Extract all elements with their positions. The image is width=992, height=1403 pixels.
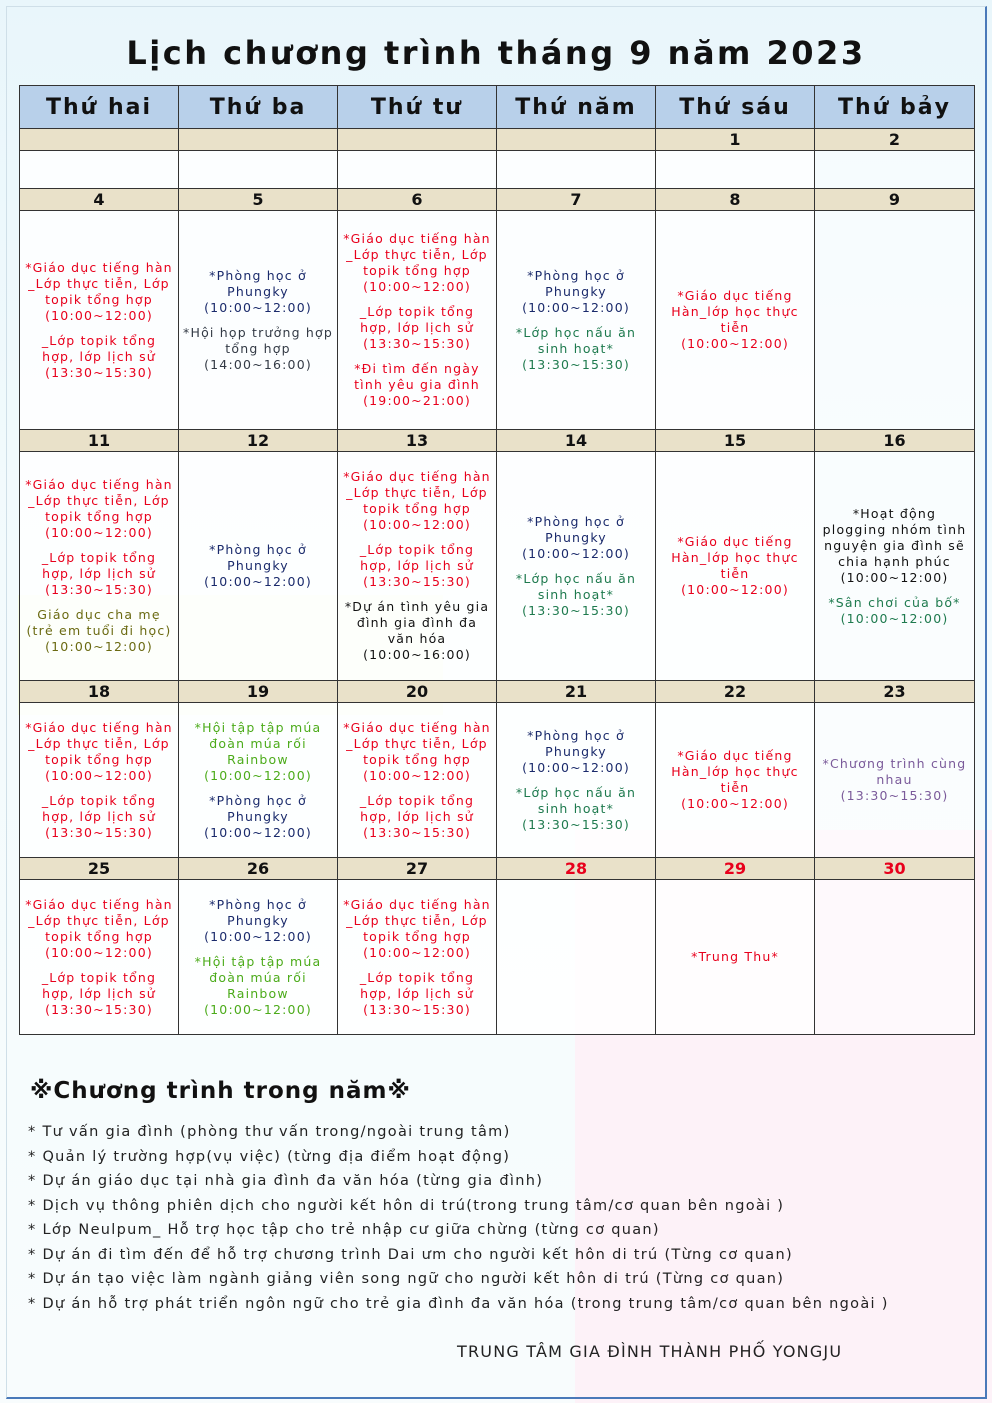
calendar-event <box>183 720 333 784</box>
event-title: *Giáo dục tiếng hàn _Lớp thực tiễn, Lớp topik tổng hợp <box>25 896 173 944</box>
calendar-event <box>819 756 970 804</box>
date-number: 29 <box>656 858 815 880</box>
date-number: 9 <box>815 189 975 211</box>
event-title: *Giáo dục tiếng hàn _Lớp thực tiễn, Lớp topik tổng hợp <box>25 477 173 524</box>
event-title: *Phòng học ở Phungky <box>209 267 307 299</box>
event-time: (10:00~16:00) <box>363 647 471 662</box>
calendar-event <box>342 231 492 295</box>
calendar-event <box>183 793 333 841</box>
date-number: 16 <box>815 430 975 452</box>
calendar-event <box>24 260 174 324</box>
event-time: (13:30~15:30) <box>363 1001 471 1017</box>
day-cell <box>815 211 975 430</box>
calendar-event <box>660 534 810 598</box>
event-title: *Chương trình cùng nhau <box>822 756 967 787</box>
date-number: 4 <box>20 189 179 211</box>
date-number: 28 <box>497 858 656 880</box>
calendar-event <box>24 607 174 655</box>
event-time: (13:30~15:30) <box>45 364 153 380</box>
calendar-event <box>342 361 492 409</box>
event-title: *Giáo dục tiếng hàn _Lớp thực tiễn, Lớp topik tổng hợp <box>25 259 173 307</box>
calendar-event <box>24 897 174 961</box>
event-title: *Giáo dục tiếng hàn _Lớp thực tiễn, Lớp topik tổng hợp <box>25 719 173 767</box>
date-number: 2 <box>815 129 975 151</box>
event-time: (10:00~12:00) <box>204 928 312 944</box>
event-title: *Hội tập tập múa đoàn múa rối Rainbow <box>194 719 322 767</box>
day-cell <box>20 452 179 681</box>
weekday-wednesday: Thứ tư <box>338 86 497 129</box>
calendar-event <box>24 333 174 381</box>
calendar-event <box>342 793 492 841</box>
date-number <box>338 129 497 151</box>
calendar-event <box>342 599 492 663</box>
calendar-event <box>501 728 651 776</box>
day-cell <box>338 703 497 858</box>
event-title: *Phòng học ở Phungky <box>209 792 307 824</box>
event-title: *Phòng học ở Phungky <box>527 727 625 759</box>
annual-programs-list <box>28 1120 889 1316</box>
annual-program-item: * Dự án đi tìm đến để hỗ trợ chương trình Dai ưm cho người kết hôn di trú (Từng cơ quan) <box>28 1246 793 1263</box>
event-title: *Hội họp trưởng hợp tổng hợp <box>183 324 333 356</box>
date-number: 15 <box>656 430 815 452</box>
calendar-event <box>501 514 651 562</box>
date-number-row <box>20 681 975 703</box>
day-cell <box>497 211 656 430</box>
event-time: (10:00~12:00) <box>681 796 789 811</box>
day-cell <box>497 703 656 858</box>
day-cell <box>815 452 975 681</box>
date-number: 20 <box>338 681 497 703</box>
annual-program-item: * Quản lý trường hợp(vụ việc) (từng địa điểm hoạt động) <box>28 1148 511 1165</box>
event-title: Giáo dục cha mẹ (trẻ em tuổi đi học) <box>26 607 172 638</box>
event-time: (13:30~15:30) <box>363 824 471 840</box>
date-number: 18 <box>20 681 179 703</box>
event-time: (10:00~12:00) <box>204 574 312 589</box>
calendar-event <box>24 720 174 784</box>
day-cell <box>656 151 815 189</box>
calendar-event <box>501 268 651 316</box>
calendar-event <box>342 720 492 784</box>
day-cell <box>338 452 497 681</box>
event-title: *Dự án tình yêu gia đình gia đình đa văn hóa <box>344 599 490 646</box>
event-title: *Giáo dục tiếng hàn _Lớp thực tiễn, Lớp topik tổng hợp <box>343 896 491 944</box>
event-title: _Lớp topik tổng hợp, lớp lịch sử <box>359 304 475 335</box>
event-time: (13:30~15:30) <box>522 816 630 832</box>
event-time: (10:00~12:00) <box>45 639 153 654</box>
events-row <box>20 452 975 681</box>
event-time: (10:00~12:00) <box>681 336 789 351</box>
date-number-row <box>20 129 975 151</box>
date-number: 27 <box>338 858 497 880</box>
calendar-event <box>24 793 174 841</box>
date-number: 30 <box>815 858 975 880</box>
date-number <box>497 129 656 151</box>
calendar-event <box>183 268 333 316</box>
event-title: *Giáo dục tiếng Hàn_lớp học thực tiễn <box>671 534 799 581</box>
date-number-row <box>20 430 975 452</box>
events-row <box>20 151 975 189</box>
day-cell <box>497 880 656 1035</box>
event-title: *Giáo dục tiếng hàn _Lớp thực tiễn, Lớp topik tổng hợp <box>343 231 491 278</box>
event-time: (10:00~12:00) <box>45 525 153 540</box>
day-cell <box>497 151 656 189</box>
day-cell <box>20 703 179 858</box>
annual-program-item: * Tư vấn gia đình (phòng thư vấn trong/ngoài trung tâm) <box>28 1124 511 1140</box>
event-time: (10:00~12:00) <box>204 1001 312 1017</box>
event-time: (10:00~12:00) <box>363 944 471 960</box>
calendar-event <box>183 897 333 945</box>
calendar-event <box>342 304 492 352</box>
day-cell <box>338 151 497 189</box>
event-title: *Lớp học nấu ăn sinh hoạt* <box>515 570 637 602</box>
date-number: 12 <box>179 430 338 452</box>
event-time: (13:30~15:30) <box>363 336 471 351</box>
event-title: *Giáo dục tiếng Hàn_lớp học thực tiễn <box>671 288 799 335</box>
calendar-event <box>660 288 810 352</box>
events-row <box>20 211 975 430</box>
event-title: *Giáo dục tiếng hàn _Lớp thực tiễn, Lớp topik tổng hợp <box>343 719 491 767</box>
calendar-event <box>501 325 651 373</box>
event-time: (10:00~12:00) <box>45 944 153 960</box>
event-time: (14:00~16:00) <box>204 356 312 372</box>
event-title: *Đi tìm đến ngày tình yêu gia đình <box>354 361 480 392</box>
event-time: (13:30~15:30) <box>522 602 630 618</box>
event-time: (10:00~12:00) <box>522 545 630 561</box>
page-title: Lịch chương trình tháng 9 năm 2023 <box>126 34 866 72</box>
annual-program-item: * Dự án tạo việc làm ngành giảng viên song ngữ cho người kết hôn di trú (Từng cơ quan) <box>28 1271 785 1287</box>
day-cell <box>20 151 179 189</box>
event-title: _Lớp topik tổng hợp, lớp lịch sử <box>359 542 475 573</box>
day-cell <box>656 880 815 1035</box>
calendar-event <box>660 748 810 812</box>
date-number: 23 <box>815 681 975 703</box>
calendar-event <box>501 571 651 619</box>
calendar-table <box>19 85 975 1035</box>
annual-program-item: * Dự án hỗ trợ phát triển ngôn ngữ cho trẻ gia đình đa văn hóa (trong trung tâm/cơ quan bên ngoài ) <box>28 1295 889 1312</box>
event-time: (10:00~12:00) <box>204 767 312 783</box>
date-number: 19 <box>179 681 338 703</box>
event-title: *Phòng học ở Phungky <box>527 267 625 299</box>
event-title: *Hội tập tập múa đoàn múa rối Rainbow <box>194 953 322 1001</box>
event-title: *Sân chơi của bố* <box>828 594 961 610</box>
event-time: (10:00~12:00) <box>363 279 471 294</box>
event-title: *Trung Thu* <box>691 949 779 964</box>
events-row <box>20 703 975 858</box>
day-cell <box>179 703 338 858</box>
day-cell <box>338 211 497 430</box>
day-cell <box>815 703 975 858</box>
date-number-row <box>20 189 975 211</box>
event-time: (19:00~21:00) <box>363 393 471 408</box>
day-cell <box>179 880 338 1035</box>
event-title: *Hoạt động plogging nhóm tình nguyện gia đình sẽ chia hạnh phúc <box>822 505 967 569</box>
event-title: _Lớp topik tổng hợp, lớp lịch sử <box>41 792 157 824</box>
day-cell <box>338 880 497 1035</box>
date-number: 26 <box>179 858 338 880</box>
calendar-event <box>24 970 174 1018</box>
date-number-row <box>20 858 975 880</box>
event-title: *Lớp học nấu ăn sinh hoạt* <box>515 324 637 356</box>
weekday-friday: Thứ sáu <box>656 86 815 129</box>
annual-programs-title: ※Chương trình trong năm※ <box>30 1078 411 1104</box>
event-title: *Lớp học nấu ăn sinh hoạt* <box>515 784 637 816</box>
event-title: *Giáo dục tiếng Hàn_lớp học thực tiễn <box>671 748 799 795</box>
event-time: (13:30~15:30) <box>363 574 471 589</box>
annual-program-item: * Dự án giáo dục tại nhà gia đình đa văn hóa (từng gia đình) <box>28 1173 544 1189</box>
event-time: (10:00~12:00) <box>681 582 789 597</box>
day-cell <box>656 703 815 858</box>
calendar-event <box>342 970 492 1018</box>
date-number: 22 <box>656 681 815 703</box>
event-time: (10:00~12:00) <box>840 610 949 626</box>
event-time: (10:00~12:00) <box>840 569 949 585</box>
day-cell <box>815 151 975 189</box>
organization-name: TRUNG TÂM GIA ĐÌNH THÀNH PHỐ YONGJU <box>457 1342 843 1361</box>
date-number <box>20 129 179 151</box>
calendar-event <box>342 542 492 590</box>
date-number: 5 <box>179 189 338 211</box>
event-time: (13:30~15:30) <box>840 788 949 803</box>
event-time: (13:30~15:30) <box>45 1001 153 1017</box>
date-number: 11 <box>20 430 179 452</box>
calendar-event <box>501 785 651 833</box>
event-time: (13:30~15:30) <box>522 356 630 372</box>
date-number: 25 <box>20 858 179 880</box>
event-time: (10:00~12:00) <box>45 767 153 783</box>
events-row <box>20 880 975 1035</box>
date-number: 14 <box>497 430 656 452</box>
date-number: 8 <box>656 189 815 211</box>
event-time: (10:00~12:00) <box>204 824 312 840</box>
weekday-saturday: Thứ bảy <box>815 86 975 129</box>
event-title: *Giáo dục tiếng hàn _Lớp thực tiễn, Lớp topik tổng hợp <box>343 469 491 516</box>
date-number: 6 <box>338 189 497 211</box>
calendar-event <box>819 595 970 627</box>
calendar-event <box>819 506 970 586</box>
calendar-event <box>24 477 174 541</box>
event-title: *Phòng học ở Phungky <box>527 513 625 545</box>
day-cell <box>20 880 179 1035</box>
day-cell <box>815 880 975 1035</box>
event-title: _Lớp topik tổng hợp, lớp lịch sử <box>41 550 157 581</box>
date-number: 7 <box>497 189 656 211</box>
day-cell <box>179 211 338 430</box>
calendar-event <box>24 550 174 598</box>
event-time: (13:30~15:30) <box>45 582 153 597</box>
event-time: (10:00~12:00) <box>45 307 153 323</box>
weekday-monday: Thứ hai <box>20 86 179 129</box>
event-time: (10:00~12:00) <box>522 299 630 315</box>
day-cell <box>179 151 338 189</box>
event-time: (13:30~15:30) <box>45 824 153 840</box>
date-number: 13 <box>338 430 497 452</box>
calendar-event <box>342 897 492 961</box>
day-cell <box>179 452 338 681</box>
event-title: _Lớp topik tổng hợp, lớp lịch sử <box>359 969 475 1001</box>
calendar-event <box>660 949 810 965</box>
event-title: _Lớp topik tổng hợp, lớp lịch sử <box>41 332 157 364</box>
date-number: 1 <box>656 129 815 151</box>
event-time: (10:00~12:00) <box>204 299 312 315</box>
date-number: 21 <box>497 681 656 703</box>
day-cell <box>656 452 815 681</box>
event-title: *Phòng học ở Phungky <box>209 896 307 928</box>
day-cell <box>656 211 815 430</box>
annual-program-item: * Dịch vụ thông phiên dịch cho người kết hôn di trú(trong trung tâm/cơ quan bên ngoài ) <box>28 1197 785 1214</box>
day-cell <box>20 211 179 430</box>
calendar-event <box>342 469 492 533</box>
date-number <box>179 129 338 151</box>
event-title: *Phòng học ở Phungky <box>209 542 307 573</box>
event-title: _Lớp topik tổng hợp, lớp lịch sử <box>359 792 475 824</box>
event-time: (10:00~12:00) <box>363 767 471 783</box>
event-time: (10:00~12:00) <box>522 759 630 775</box>
weekday-header-row <box>20 86 975 129</box>
event-title: _Lớp topik tổng hợp, lớp lịch sử <box>41 969 157 1001</box>
weekday-thursday: Thứ năm <box>497 86 656 129</box>
calendar-event <box>183 542 333 590</box>
calendar-body <box>20 86 975 1035</box>
day-cell <box>497 452 656 681</box>
annual-program-item: * Lớp Neulpum_ Hỗ trợ học tập cho trẻ nhập cư giữa chừng (từng cơ quan) <box>28 1222 660 1238</box>
calendar-event <box>183 954 333 1018</box>
calendar-event <box>183 325 333 373</box>
weekday-tuesday: Thứ ba <box>179 86 338 129</box>
event-time: (10:00~12:00) <box>363 517 471 532</box>
